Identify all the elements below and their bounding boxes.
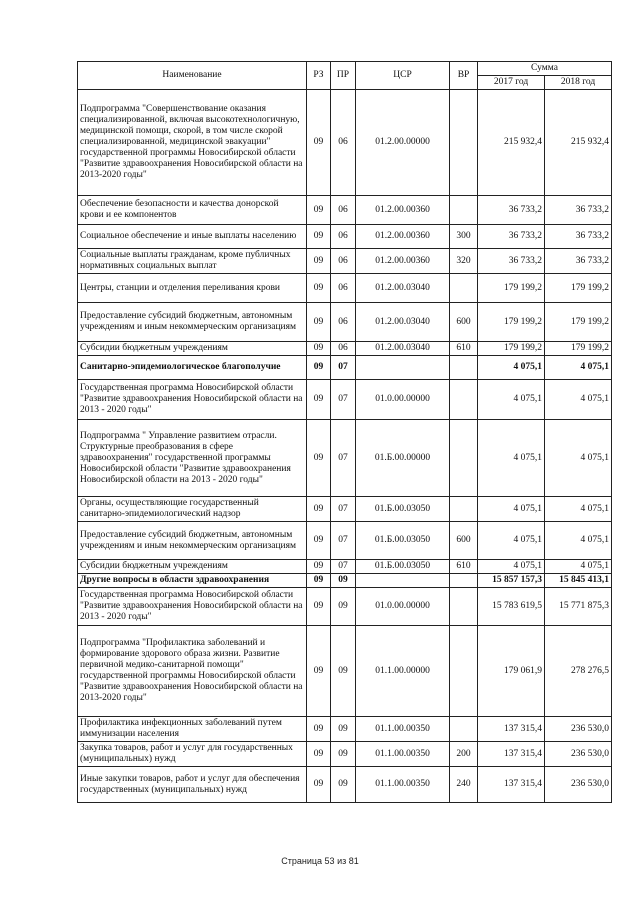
cell-csr: 01.Б.00.03050 [356,497,450,522]
cell-name: Субсидии бюджетным учреждениям [78,560,307,574]
table-row [78,225,612,249]
header-2017: 2017 год [478,76,545,90]
cell-rz: 09 [307,380,331,420]
cell-pr: 09 [331,574,356,588]
cell-sum-2017: 4 075,1 [478,560,545,574]
cell-rz: 09 [307,274,331,303]
cell-sum-2018: 36 733,2 [545,225,612,249]
cell-sum-2018: 4 075,1 [545,420,612,497]
cell-vr: 240 [450,767,478,803]
cell-csr: 01.2.00.03040 [356,303,450,342]
table-row [78,196,612,225]
cell-sum-2017: 36 733,2 [478,225,545,249]
cell-name: Профилактика инфекционных заболеваний путем иммунизации населения [78,717,307,742]
cell-sum-2017: 4 075,1 [478,420,545,497]
cell-rz: 09 [307,767,331,803]
cell-csr: 01.2.00.03040 [356,342,450,356]
cell-sum-2018: 278 276,5 [545,626,612,717]
cell-rz: 09 [307,574,331,588]
cell-csr: 01.0.00.00000 [356,588,450,626]
table-row [78,303,612,342]
cell-name: Закупка товаров, работ и услуг для государственных (муниципальных) нужд [78,742,307,767]
cell-rz: 09 [307,742,331,767]
table-row [78,574,612,588]
cell-vr [450,588,478,626]
cell-sum-2017: 137 315,4 [478,742,545,767]
cell-pr: 07 [331,497,356,522]
cell-name: Подпрограмма "Совершенствование оказания специализированной, включая высокотехнологичную, медицинской помощи, скорой, в том числе скорой специализированной, медицинской эвакуации" государственной программы Новосибирской области "Развитие здравоохранения Новосибирской области на 2013-2020 годы" [78,90,307,196]
cell-csr: 01.2.00.03040 [356,274,450,303]
cell-rz: 09 [307,626,331,717]
cell-sum-2018: 179 199,2 [545,303,612,342]
cell-csr: 01.1.00.00350 [356,717,450,742]
cell-vr [450,626,478,717]
cell-sum-2017: 4 075,1 [478,356,545,380]
cell-sum-2018: 15 771 875,3 [545,588,612,626]
cell-sum-2018: 236 530,0 [545,742,612,767]
cell-name: Предоставление субсидий бюджетным, автономным учреждениям и иным некоммерческим организациям [78,522,307,560]
table-row [78,767,612,803]
cell-sum-2017: 179 199,2 [478,274,545,303]
cell-pr: 06 [331,225,356,249]
cell-name: Иные закупки товаров, работ и услуг для обеспечения государственных (муниципальных) нужд [78,767,307,803]
cell-rz: 09 [307,249,331,274]
cell-sum-2017: 179 199,2 [478,303,545,342]
table-row [78,717,612,742]
header-sum: Сумма [478,62,612,76]
cell-pr: 09 [331,767,356,803]
header-name: Наименование [78,62,307,90]
cell-csr: 01.Б.00.03050 [356,560,450,574]
cell-vr [450,274,478,303]
cell-sum-2018: 179 199,2 [545,342,612,356]
table-row [78,356,612,380]
cell-name: Подпрограмма "Профилактика заболеваний и формирование здорового образа жизни. Развитие первичной медико-санитарной помощи" государственной программы Новосибирской области "Развитие здравоохранения Новосибирской области на 2013-2020 годы" [78,626,307,717]
cell-vr: 600 [450,303,478,342]
table-row [78,380,612,420]
cell-csr: 01.0.00.00000 [356,380,450,420]
cell-pr: 09 [331,717,356,742]
table-row [78,742,612,767]
cell-pr: 09 [331,588,356,626]
table-row [78,626,612,717]
cell-rz: 09 [307,196,331,225]
cell-csr: 01.2.00.00360 [356,196,450,225]
cell-rz: 09 [307,420,331,497]
cell-vr: 320 [450,249,478,274]
cell-sum-2017: 179 199,2 [478,342,545,356]
cell-pr: 06 [331,303,356,342]
cell-rz: 09 [307,717,331,742]
cell-vr: 300 [450,225,478,249]
page-footer: Страница 53 из 81 [281,856,359,866]
header-rz: РЗ [307,62,331,90]
cell-pr: 09 [331,626,356,717]
cell-vr [450,717,478,742]
cell-rz: 09 [307,90,331,196]
cell-sum-2018: 4 075,1 [545,560,612,574]
cell-pr: 09 [331,742,356,767]
cell-csr: 01.1.00.00350 [356,767,450,803]
cell-pr: 06 [331,342,356,356]
header-vr: ВР [450,62,478,90]
table-header [78,62,612,90]
cell-csr: 01.1.00.00350 [356,742,450,767]
cell-vr: 600 [450,522,478,560]
cell-pr: 07 [331,356,356,380]
cell-vr [450,574,478,588]
cell-sum-2018: 4 075,1 [545,356,612,380]
table-row [78,342,612,356]
table-row [78,249,612,274]
cell-pr: 07 [331,380,356,420]
cell-csr: 01.2.00.00360 [356,225,450,249]
table-row [78,588,612,626]
cell-csr: 01.Б.00.03050 [356,522,450,560]
cell-vr [450,196,478,225]
cell-pr: 07 [331,420,356,497]
cell-sum-2017: 4 075,1 [478,522,545,560]
cell-sum-2017: 179 061,9 [478,626,545,717]
table-body [78,90,612,803]
cell-sum-2017: 4 075,1 [478,380,545,420]
cell-sum-2018: 15 845 413,1 [545,574,612,588]
cell-pr: 07 [331,522,356,560]
cell-name: Субсидии бюджетным учреждениям [78,342,307,356]
cell-csr [356,356,450,380]
cell-vr [450,420,478,497]
cell-sum-2018: 236 530,0 [545,767,612,803]
table-row [78,497,612,522]
cell-sum-2017: 4 075,1 [478,497,545,522]
cell-rz: 09 [307,342,331,356]
cell-name: Центры, станции и отделения переливания крови [78,274,307,303]
cell-rz: 09 [307,588,331,626]
cell-vr: 200 [450,742,478,767]
cell-vr: 610 [450,560,478,574]
cell-pr: 07 [331,560,356,574]
cell-name: Обеспечение безопасности и качества донорской крови и ее компонентов [78,196,307,225]
cell-rz: 09 [307,560,331,574]
budget-table [77,61,612,803]
cell-sum-2017: 137 315,4 [478,717,545,742]
cell-pr: 06 [331,90,356,196]
cell-name: Другие вопросы в области здравоохранения [78,574,307,588]
cell-csr: 01.2.00.00360 [356,249,450,274]
header-pr: ПР [331,62,356,90]
cell-rz: 09 [307,303,331,342]
cell-name: Государственная программа Новосибирской области "Развитие здравоохранения Новосибирской области на 2013 - 2020 годы" [78,380,307,420]
cell-vr [450,497,478,522]
table-row [78,420,612,497]
cell-sum-2018: 236 530,0 [545,717,612,742]
cell-sum-2017: 15 783 619,5 [478,588,545,626]
cell-pr: 06 [331,249,356,274]
cell-vr [450,380,478,420]
header-csr: ЦСР [356,62,450,90]
cell-sum-2018: 215 932,4 [545,90,612,196]
table-row [78,90,612,196]
cell-sum-2018: 36 733,2 [545,196,612,225]
cell-sum-2017: 137 315,4 [478,767,545,803]
cell-sum-2018: 4 075,1 [545,522,612,560]
cell-vr: 610 [450,342,478,356]
cell-name: Предоставление субсидий бюджетным, автономным учреждениям и иным некоммерческим организациям [78,303,307,342]
cell-rz: 09 [307,356,331,380]
cell-name: Социальные выплаты гражданам, кроме публичных нормативных социальных выплат [78,249,307,274]
cell-pr: 06 [331,196,356,225]
cell-sum-2018: 179 199,2 [545,274,612,303]
cell-sum-2018: 36 733,2 [545,249,612,274]
cell-name: Социальное обеспечение и иные выплаты населению [78,225,307,249]
cell-csr: 01.Б.00.00000 [356,420,450,497]
cell-sum-2017: 15 857 157,3 [478,574,545,588]
cell-sum-2018: 4 075,1 [545,380,612,420]
table-row [78,522,612,560]
cell-name: Подпрограмма " Управление развитием отрасли. Структурные преобразования в сфере здравоохранения" государственной программы Новосибирской области "Развитие здравоохранения Новосибирской области на 2013 - 2020 годы" [78,420,307,497]
cell-sum-2017: 36 733,2 [478,196,545,225]
cell-sum-2017: 36 733,2 [478,249,545,274]
cell-rz: 09 [307,497,331,522]
cell-sum-2017: 215 932,4 [478,90,545,196]
cell-name: Органы, осуществляющие государственный санитарно-эпидемиологический надзор [78,497,307,522]
cell-sum-2018: 4 075,1 [545,497,612,522]
cell-vr [450,356,478,380]
cell-vr [450,90,478,196]
table-row [78,560,612,574]
header-2018: 2018 год [545,76,612,90]
table-row [78,274,612,303]
cell-name: Государственная программа Новосибирской области "Развитие здравоохранения Новосибирской области на 2013 - 2020 годы" [78,588,307,626]
cell-csr: 01.1.00.00000 [356,626,450,717]
cell-csr [356,574,450,588]
cell-rz: 09 [307,225,331,249]
cell-name: Санитарно-эпидемиологическое благополучие [78,356,307,380]
cell-pr: 06 [331,274,356,303]
cell-csr: 01.2.00.00000 [356,90,450,196]
cell-rz: 09 [307,522,331,560]
